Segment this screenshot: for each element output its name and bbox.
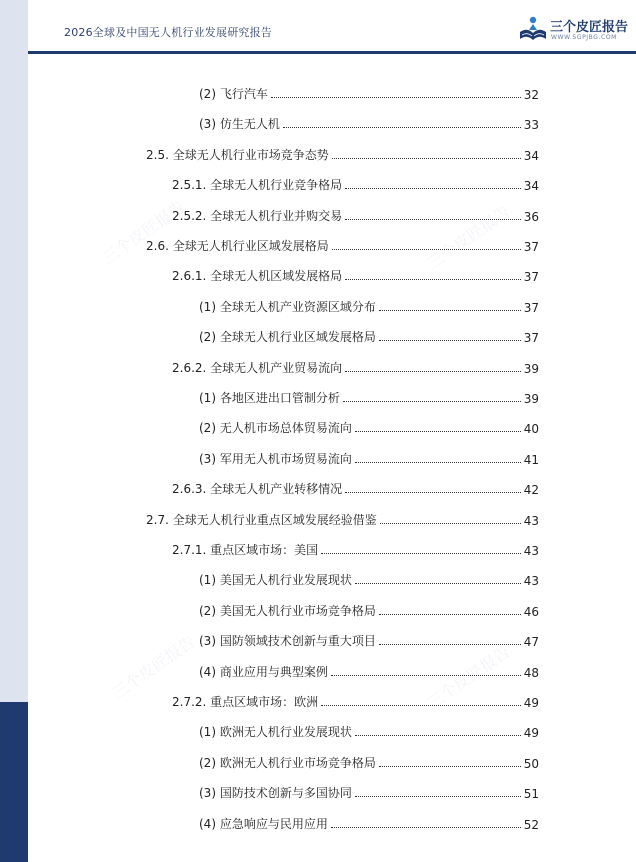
toc-entry[interactable]: [199, 295, 539, 315]
toc-entry-label: (1) 美国无人机行业发展现状: [199, 573, 352, 587]
toc-entry[interactable]: [199, 82, 539, 102]
toc-entry-label: (2) 全球无人机行业区域发展格局: [199, 330, 376, 344]
toc-entry-label: 2.7.1. 重点区域市场：美国: [172, 543, 319, 557]
toc-leader-dots: [379, 614, 521, 615]
toc-entry-label: (2) 美国无人机行业市场竞争格局: [199, 604, 376, 618]
watermark: 三个皮匠报告: [108, 632, 199, 703]
logo-name: 三个皮匠报告: [550, 20, 629, 35]
toc-leader-dots: [379, 766, 521, 767]
toc-entry-page: 36: [523, 210, 539, 224]
toc-leader-dots: [379, 644, 521, 645]
toc-leader-dots: [331, 827, 521, 828]
toc-leader-dots: [345, 492, 521, 493]
toc-entry-label: 2.6.3. 全球无人机产业转移情况: [172, 482, 343, 496]
toc-entry[interactable]: [199, 781, 539, 801]
toc-entry-page: 52: [523, 818, 539, 832]
toc-entry-label: (1) 全球无人机产业资源区域分布: [199, 300, 376, 314]
watermark: 三个皮匠报告: [423, 202, 514, 273]
toc-entry-label: 2.7. 全球无人机行业重点区域发展经验借鉴: [146, 513, 377, 527]
toc-entry-page: 43: [523, 514, 539, 528]
toc-leader-dots: [321, 705, 521, 706]
toc-entry-page: 37: [523, 240, 539, 254]
toc-leader-dots: [331, 675, 521, 676]
toc-leader-dots: [380, 523, 521, 524]
watermark: 三个皮匠报告: [98, 197, 189, 268]
toc-entry[interactable]: [199, 568, 539, 588]
toc-leader-dots: [355, 735, 521, 736]
report-title: 2026全球及中国无人机行业发展研究报告: [64, 26, 272, 39]
toc-entry[interactable]: [199, 112, 539, 132]
toc-entry-label: (2) 无人机市场总体贸易流向: [199, 421, 352, 435]
page-header: [28, 0, 636, 56]
toc-entry-label: 2.5. 全球无人机行业市场竞争态势: [146, 148, 329, 162]
book-reader-icon: [518, 14, 548, 44]
toc-entry-page: 34: [523, 149, 539, 163]
logo-url: WWW.SGPJBG.COM: [551, 34, 617, 41]
toc-leader-dots: [345, 371, 521, 372]
toc-entry[interactable]: [199, 325, 539, 345]
toc-entry-label: (2) 飞行汽车: [199, 87, 268, 101]
toc-entry-page: 40: [523, 422, 539, 436]
toc-entry-page: 47: [523, 635, 539, 649]
toc-entry-label: 2.6. 全球无人机行业区域发展格局: [146, 239, 329, 253]
header-rule: [28, 51, 636, 54]
toc-entry[interactable]: [199, 720, 539, 740]
toc-entry[interactable]: [199, 751, 539, 771]
toc-leader-dots: [343, 401, 521, 402]
toc-leader-dots: [321, 553, 521, 554]
toc-leader-dots: [345, 188, 521, 189]
toc-entry-page: 37: [523, 270, 539, 284]
toc-entry-page: 49: [523, 726, 539, 740]
left-margin-accent: [0, 702, 28, 862]
toc-entry-label: (1) 各地区进出口管制分析: [199, 391, 340, 405]
toc-entry[interactable]: [199, 447, 539, 467]
toc-leader-dots: [355, 462, 521, 463]
toc-entry[interactable]: [172, 264, 539, 284]
toc-leader-dots: [283, 127, 521, 128]
toc-entry[interactable]: [146, 508, 539, 528]
toc-entry-label: (4) 应急响应与民用应用: [199, 817, 328, 831]
toc-entry-page: 43: [523, 574, 539, 588]
toc-entry[interactable]: [146, 143, 539, 163]
toc-entry-page: 42: [523, 483, 539, 497]
toc-leader-dots: [345, 279, 521, 280]
toc-entry-page: 46: [523, 605, 539, 619]
toc-entry-label: 2.5.2. 全球无人机行业并购交易: [172, 209, 343, 223]
toc-leader-dots: [379, 340, 521, 341]
toc-entry-label: (2) 欧洲无人机行业市场竞争格局: [199, 756, 376, 770]
toc-entry-page: 49: [523, 696, 539, 710]
toc-entry-label: 2.7.2. 重点区域市场：欧洲: [172, 695, 319, 709]
brand-logo: [518, 14, 628, 46]
toc-leader-dots: [355, 796, 521, 797]
watermark: 三个皮匠报告: [423, 642, 514, 713]
toc-entry-page: 50: [523, 757, 539, 771]
toc-leader-dots: [271, 97, 521, 98]
toc-entry-page: 34: [523, 179, 539, 193]
toc-entry[interactable]: [172, 477, 539, 497]
toc-entry[interactable]: [199, 660, 539, 680]
toc-entry-page: 41: [523, 453, 539, 467]
toc-leader-dots: [379, 310, 521, 311]
toc-entry[interactable]: [199, 629, 539, 649]
toc-entry[interactable]: [199, 812, 539, 832]
toc-entry-label: (3) 仿生无人机: [199, 117, 280, 131]
toc-entry[interactable]: [199, 599, 539, 619]
toc-entry-label: (3) 国防领域技术创新与重大项目: [199, 634, 376, 648]
toc-entry-label: 2.5.1. 全球无人机行业竞争格局: [172, 178, 343, 192]
toc-entry-label: 2.6.2. 全球无人机产业贸易流向: [172, 361, 343, 375]
toc-leader-dots: [345, 219, 521, 220]
toc-entry-page: 51: [523, 787, 539, 801]
toc-leader-dots: [332, 158, 521, 159]
toc-entry-page: 39: [523, 392, 539, 406]
toc-entry[interactable]: [172, 356, 539, 376]
toc-entry-page: 37: [523, 301, 539, 315]
toc-entry-label: (1) 欧洲无人机行业发展现状: [199, 725, 352, 739]
toc-entry-label: 2.6.1. 全球无人机区域发展格局: [172, 269, 343, 283]
toc-entry-page: 43: [523, 544, 539, 558]
toc-entry-page: 32: [523, 88, 539, 102]
toc-entry-page: 33: [523, 118, 539, 132]
toc-entry-label: (3) 军用无人机市场贸易流向: [199, 452, 352, 466]
toc-entry-page: 39: [523, 362, 539, 376]
toc-leader-dots: [332, 249, 521, 250]
toc-leader-dots: [355, 583, 521, 584]
toc-entry[interactable]: [172, 173, 539, 193]
toc-entry-page: 37: [523, 331, 539, 345]
toc-entry-page: 48: [523, 666, 539, 680]
toc-entry[interactable]: [199, 386, 539, 406]
toc-entry[interactable]: [172, 690, 539, 710]
toc-entry[interactable]: [172, 204, 539, 224]
toc-entry[interactable]: [172, 538, 539, 558]
toc-entry-label: (4) 商业应用与典型案例: [199, 665, 328, 679]
toc-entry[interactable]: [199, 416, 539, 436]
toc-leader-dots: [355, 431, 521, 432]
toc-entry-label: (3) 国防技术创新与多国协同: [199, 786, 352, 800]
toc-entry[interactable]: [146, 234, 539, 254]
